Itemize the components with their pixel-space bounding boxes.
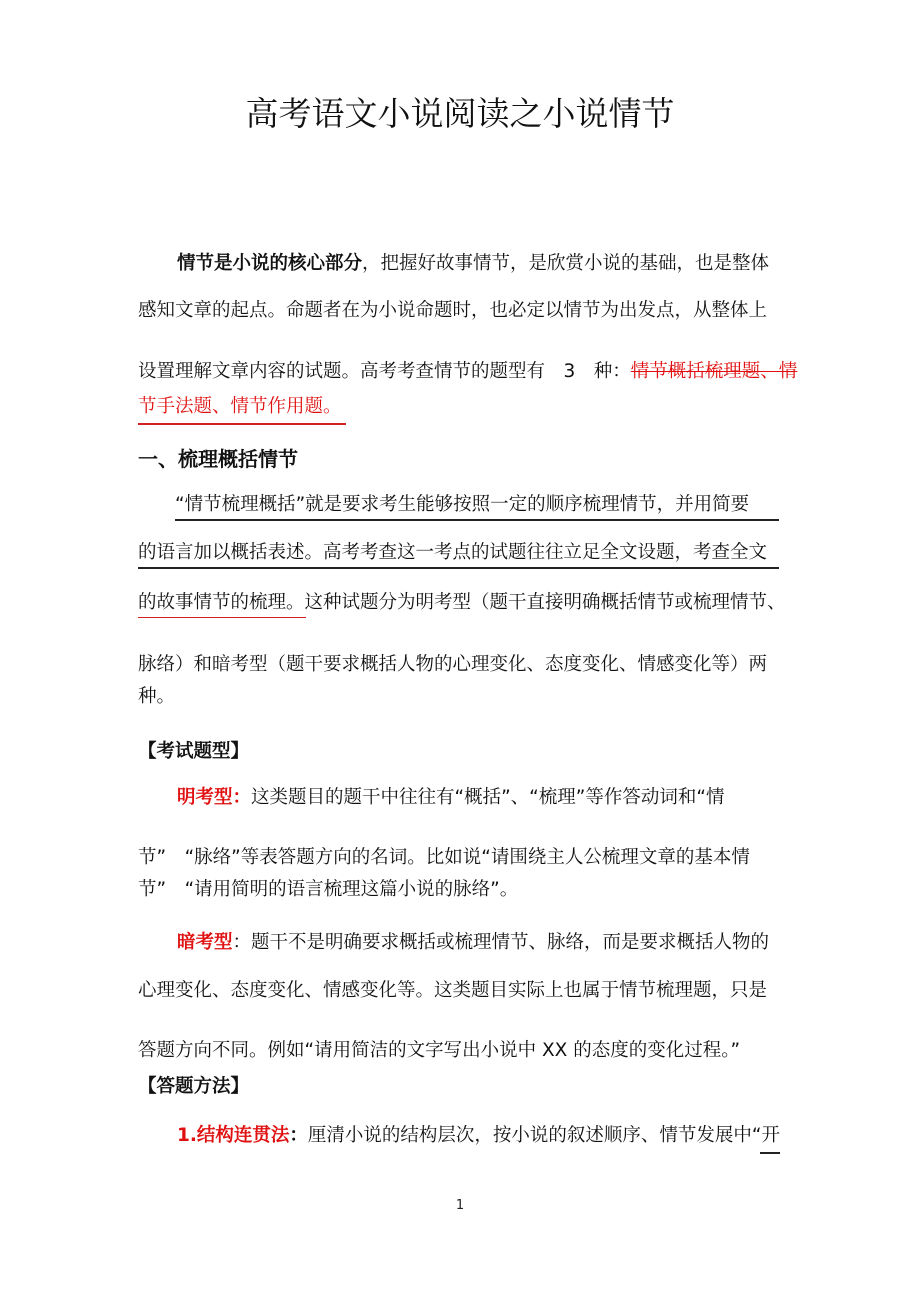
- red-underline: [138, 423, 346, 425]
- intro-line-4: [138, 396, 342, 418]
- explicit-line-1-text: 这类题目的题干中往往有“概括”、“梳理”等作答动词和“情: [251, 787, 725, 808]
- section-1-line-1: “情节梳理概括”就是要求考生能够按照一定的顺序梳理情节，并用简要: [175, 494, 750, 515]
- question-types-strikethrough: 情节概括梳理题、情: [630, 361, 798, 382]
- method-1-label: 1.结构连贯法: [177, 1125, 290, 1146]
- section-1-line-3: [138, 592, 786, 614]
- intro-line-3: [138, 361, 797, 383]
- dark-underline-1: [175, 519, 779, 521]
- section-1-line-5: 种。: [138, 686, 176, 707]
- implicit-line-1: [177, 932, 769, 954]
- explicit-line-2: 节” “脉络”等表答题方向的名词。比如说“请围绕主人公梳理文章的基本情: [138, 847, 750, 868]
- method-1-text: 厘清小说的结构层次，按小说的叙述顺序、情节发展中“开: [307, 1125, 781, 1146]
- explicit-line-1: [177, 787, 724, 809]
- method-1-line: [177, 1125, 780, 1147]
- method-1-colon: ：: [289, 1125, 308, 1146]
- exam-types-heading: 【考试题型】: [138, 741, 250, 762]
- implicit-line-1-text: ：题干不是明确要求概括或梳理情节、脉络，而是要求概括人物的: [232, 932, 770, 953]
- implicit-label: 暗考型: [177, 932, 233, 953]
- section-1-line-3b: 这种试题分为明考型（题干直接明确概括情节或梳理情节、: [304, 592, 786, 613]
- intro-line-3-text: 设置理解文章内容的试题。高考考查情节的题型有 3 种: [138, 361, 613, 382]
- implicit-line-3: 答题方向不同。例如“请用简洁的文字写出小说中 XX 的态度的变化过程。”: [138, 1040, 741, 1061]
- page-number: 1: [455, 1198, 465, 1213]
- intro-colon: ：: [612, 361, 631, 382]
- question-types-red: 节手法题、情节作用题。: [138, 396, 342, 417]
- document-title: 高考语文小说阅读之小说情节: [245, 94, 675, 133]
- intro-bold-phrase: 情节是小说的核心部分: [177, 253, 363, 274]
- section-1-heading: 一、梳理概括情节: [138, 447, 298, 471]
- section-1-line-4: 脉络）和暗考型（题干要求概括人物的心理变化、态度变化、情感变化等）两: [138, 654, 768, 675]
- explicit-line-3: 节” “请用简明的语言梳理这篇小说的脉络”。: [138, 879, 519, 900]
- section-1-line-2: 的语言加以概括表述。高考考查这一考点的试题往往立足全文设题，考查全文: [138, 542, 768, 563]
- thin-underline: [138, 617, 306, 618]
- intro-line-1-text: ，把握好故事情节，是欣赏小说的基础，也是整体: [362, 253, 770, 274]
- dark-underline-2: [138, 567, 779, 569]
- corner-underline: [760, 1152, 780, 1154]
- methods-heading: 【答题方法】: [138, 1076, 250, 1097]
- explicit-label: 明考型：: [177, 787, 252, 808]
- intro-line-1: [177, 253, 769, 275]
- intro-line-2: 感知文章的起点。命题者在为小说命题时，也必定以情节为出发点，从整体上: [138, 300, 768, 321]
- implicit-line-2: 心理变化、态度变化、情感变化等。这类题目实际上也属于情节梳理题，只是: [138, 980, 768, 1001]
- section-1-line-3a: 的故事情节的梳理。: [138, 592, 305, 613]
